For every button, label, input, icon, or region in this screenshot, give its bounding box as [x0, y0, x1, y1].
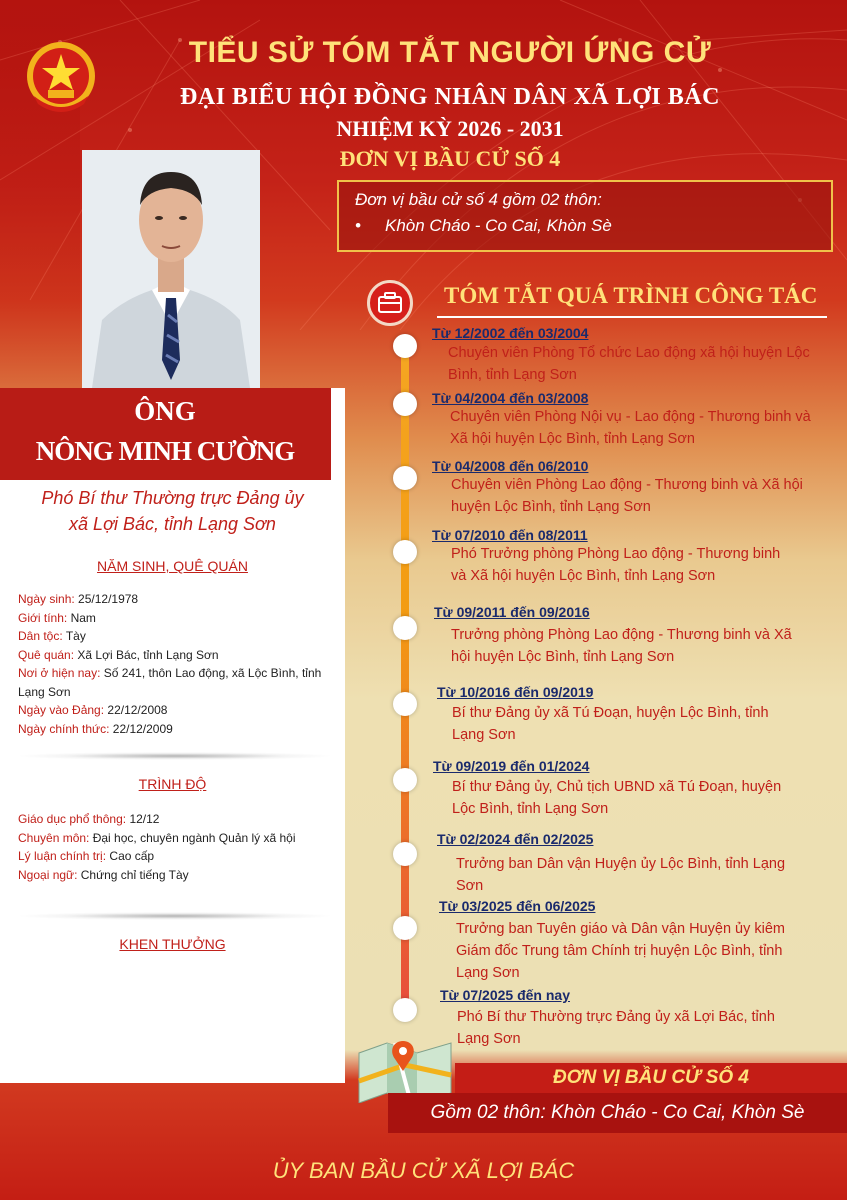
timeline-date: Từ 09/2019 đến 01/2024 — [433, 758, 590, 774]
footer-text: ỦY BAN BẦU CỬ XÃ LỢI BÁC — [272, 1158, 575, 1183]
candidate-honorific: ÔNG — [134, 396, 196, 426]
position-line: xã Lợi Bác, tỉnh Lạng Sơn — [69, 514, 276, 534]
unit-title: ĐƠN VỊ BẦU CỬ SỐ 4 — [553, 1067, 749, 1088]
info-row: Nơi ở hiện nay: Số 241, thôn Lao động, xã Lộc Bình, tỉnh Lạng Sơn — [18, 666, 322, 699]
timeline-date: Từ 12/2002 đến 03/2004 — [432, 325, 589, 341]
section-divider — [20, 752, 330, 760]
info-row: Chuyên môn: Đại học, chuyên ngành Quản lý xã hội — [18, 830, 296, 845]
timeline-desc: Phó Trưởng phòng Phòng Lao động - Thương binh và Xã hội huyện Lộc Bình, tỉnh Lạng Sơn — [451, 546, 781, 584]
timeline-date: Từ 03/2025 đến 06/2025 — [439, 898, 596, 914]
timeline-dot — [393, 692, 417, 716]
info-row: Ngày vào Đảng: 22/12/2008 — [18, 703, 168, 717]
candidate-position — [0, 485, 345, 537]
timeline-desc: Chuyên viên Phòng Lao động - Thương binh và Xã hội huyện Lộc Bình, tỉnh Lạng Sơn — [451, 477, 803, 515]
timeline-dot — [393, 916, 417, 940]
timeline-dot — [393, 466, 417, 490]
section-divider — [20, 912, 330, 920]
timeline-desc: Trưởng ban Tuyên giáo và Dân vận Huyện ủy kiêm Giám đốc Trung tâm Chính trị huyện Lộc Bình, tỉnh Lạng Sơn — [456, 921, 785, 981]
info-row: Ngày chính thức: 22/12/2009 — [18, 721, 173, 736]
birth-section-title: NĂM SINH, QUÊ QUÁN — [97, 558, 248, 574]
timeline-line — [401, 336, 409, 1012]
timeline-date: Từ 02/2024 đến 02/2025 — [437, 831, 594, 847]
national-emblem-icon — [22, 38, 100, 118]
timeline-desc: Bí thư Đảng ủy xã Tú Đoạn, huyện Lộc Bình, tỉnh Lạng Sơn — [452, 705, 769, 743]
timeline-date: Từ 07/2010 đến 08/2011 — [432, 527, 588, 543]
timeline-date: Từ 10/2016 đến 09/2019 — [437, 684, 594, 700]
candidate-photo — [82, 150, 260, 388]
timeline-date: Từ 07/2025 đến nay — [440, 987, 570, 1003]
term-label: NHIỆM KỲ 2026 - 2031 — [336, 116, 564, 141]
birth-info — [18, 590, 338, 738]
timeline-desc: Trưởng ban Dân vận Huyện ủy Lộc Bình, tỉnh Lạng Sơn — [456, 856, 786, 894]
unit-title-band — [455, 1063, 847, 1093]
unit-villages-text: Khòn Cháo - Co Cai, Khòn Sè — [385, 216, 612, 235]
info-row: Quê quán: Xã Lợi Bác, tỉnh Lạng Sơn — [18, 647, 219, 662]
footer — [0, 1142, 847, 1200]
info-row: Ngày sinh: 25/12/1978 — [18, 592, 139, 606]
timeline-dot — [393, 334, 417, 358]
unit-villages — [355, 216, 815, 236]
timeline-date: Từ 04/2004 đến 03/2008 — [432, 390, 589, 406]
briefcase-icon — [367, 280, 413, 326]
info-row: Ngoại ngữ: Chứng chỉ tiếng Tày — [18, 867, 189, 882]
page-subtitle: ĐẠI BIỂU HỘI ĐỒNG NHÂN DÂN XÃ LỢI BÁC — [180, 84, 720, 110]
timeline-dot — [393, 616, 417, 640]
timeline-dot — [393, 842, 417, 866]
timeline-desc: Bí thư Đảng ủy, Chủ tịch UBND xã Tú Đoạn, huyện Lộc Bình, tỉnh Lạng Sơn — [452, 779, 782, 817]
info-row: Dân tộc: Tày — [18, 629, 86, 643]
timeline-desc: Phó Bí thư Thường trực Đảng ủy xã Lợi Bác, tỉnh Lạng Sơn — [457, 1009, 775, 1047]
heading-underline — [437, 316, 827, 318]
education-section-title: TRÌNH ĐỘ — [138, 776, 207, 792]
awards-section-title: KHEN THƯỞNG — [119, 936, 226, 952]
timeline-date: Từ 04/2008 đến 06/2010 — [432, 458, 589, 474]
timeline-dot — [393, 392, 417, 416]
candidate-name: NÔNG MINH CƯỜNG — [35, 436, 295, 466]
timeline-date: Từ 09/2011 đến 09/2016 — [434, 604, 590, 620]
info-row: Lý luận chính trị: Cao cấp — [18, 849, 155, 863]
position-line: Phó Bí thư Thường trực Đảng ủy — [41, 488, 304, 508]
bullet: • — [355, 216, 361, 235]
timeline-desc: Trưởng phòng Phòng Lao động - Thương binh và Xã hội huyện Lộc Bình, tỉnh Lạng Sơn — [451, 627, 792, 665]
unit-detail-band — [388, 1093, 847, 1133]
unit-label: ĐƠN VỊ BẦU CỬ SỐ 4 — [339, 146, 561, 171]
info-row: Giáo dục phổ thông: 12/12 — [18, 812, 160, 826]
education-info — [18, 810, 338, 884]
page-title: TIỂU SỬ TÓM TẮT NGƯỜI ỨNG CỬ — [188, 36, 712, 69]
timeline-desc: Chuyên viên Phòng Nội vụ - Lao động - Thương binh và Xã hội huyện Lộc Bình, tỉnh Lạng Sơn — [450, 409, 811, 447]
timeline-dot — [393, 540, 417, 564]
info-row: Giới tính: Nam — [18, 610, 96, 625]
timeline-desc: Chuyên viên Phòng Tổ chức Lao động xã hội huyện Lộc Bình, tỉnh Lạng Sơn — [448, 345, 810, 383]
timeline-dot — [393, 998, 417, 1022]
timeline-heading: TÓM TẮT QUÁ TRÌNH CÔNG TÁC — [444, 283, 818, 308]
timeline-dot — [393, 768, 417, 792]
unit-detail: Gồm 02 thôn: Khòn Cháo - Co Cai, Khòn Sè — [430, 1102, 805, 1123]
unit-info-box — [337, 180, 833, 252]
unit-info-line: Đơn vị bầu cử số 4 gồm 02 thôn: — [355, 190, 602, 209]
